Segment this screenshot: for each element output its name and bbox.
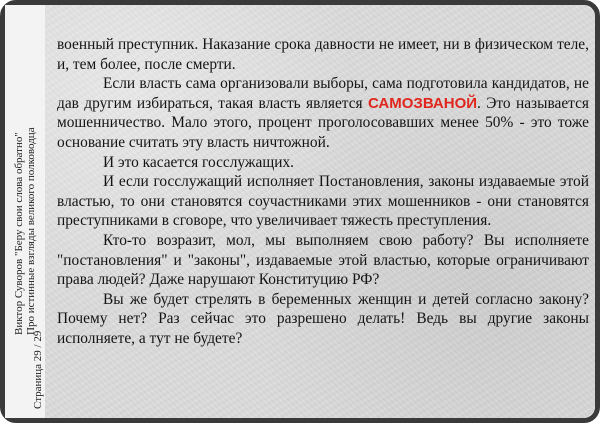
- page-number: Страница 29 / 29: [32, 330, 44, 409]
- paragraph-5: Кто-то возразит, мол, мы выполняем свою работу? Вы исполняете "постановления" и "законы", издаваемые этой властью, которые ограничивают права людей? Даже нарушают Конституцию РФ?: [57, 231, 589, 289]
- paragraph-3: И это касается госслужащих.: [103, 153, 294, 171]
- book-sidebar: [5, 5, 45, 418]
- body-text: [57, 35, 589, 349]
- paragraph-1: военный преступник. Наказание срока давности не имеет, ни в физическом теле, и, тем более, после смерти.: [57, 36, 589, 73]
- paragraph-6: Вы же будет стрелять в беременных женщин и детей согласно закону? Почему нет? Раз сейчас это разрешено делать! Ведь вы другие законы исполняете, а тут не будете?: [57, 290, 589, 347]
- highlighted-word: САМОЗВАНОЙ: [367, 94, 478, 112]
- text-panel: [45, 5, 595, 418]
- book-subtitle: Про истинные взгляды великого полководца: [25, 127, 37, 335]
- paragraph-2: [57, 74, 589, 152]
- paragraph-2-end: . Это называется мошенничество. Мало этого, процент проголосовавших менее 50% - это тоже основание считать эту власть ничтожной.: [57, 94, 589, 151]
- paragraph-2-start: Если власть сама организовали выборы, сама подготовила кандидатов, не дав другим избираться, такая власть является: [57, 75, 589, 112]
- book-title: Виктор Суворов "Беру свои слова обратно": [13, 132, 25, 335]
- paragraph-4: И если госслужащий исполняет Постановления, законы издаваемые этой властью, то они становятся соучастниками этих мошенников - они становятся преступниками в сговоре, что увеличивает тяжесть преступления.: [57, 173, 589, 230]
